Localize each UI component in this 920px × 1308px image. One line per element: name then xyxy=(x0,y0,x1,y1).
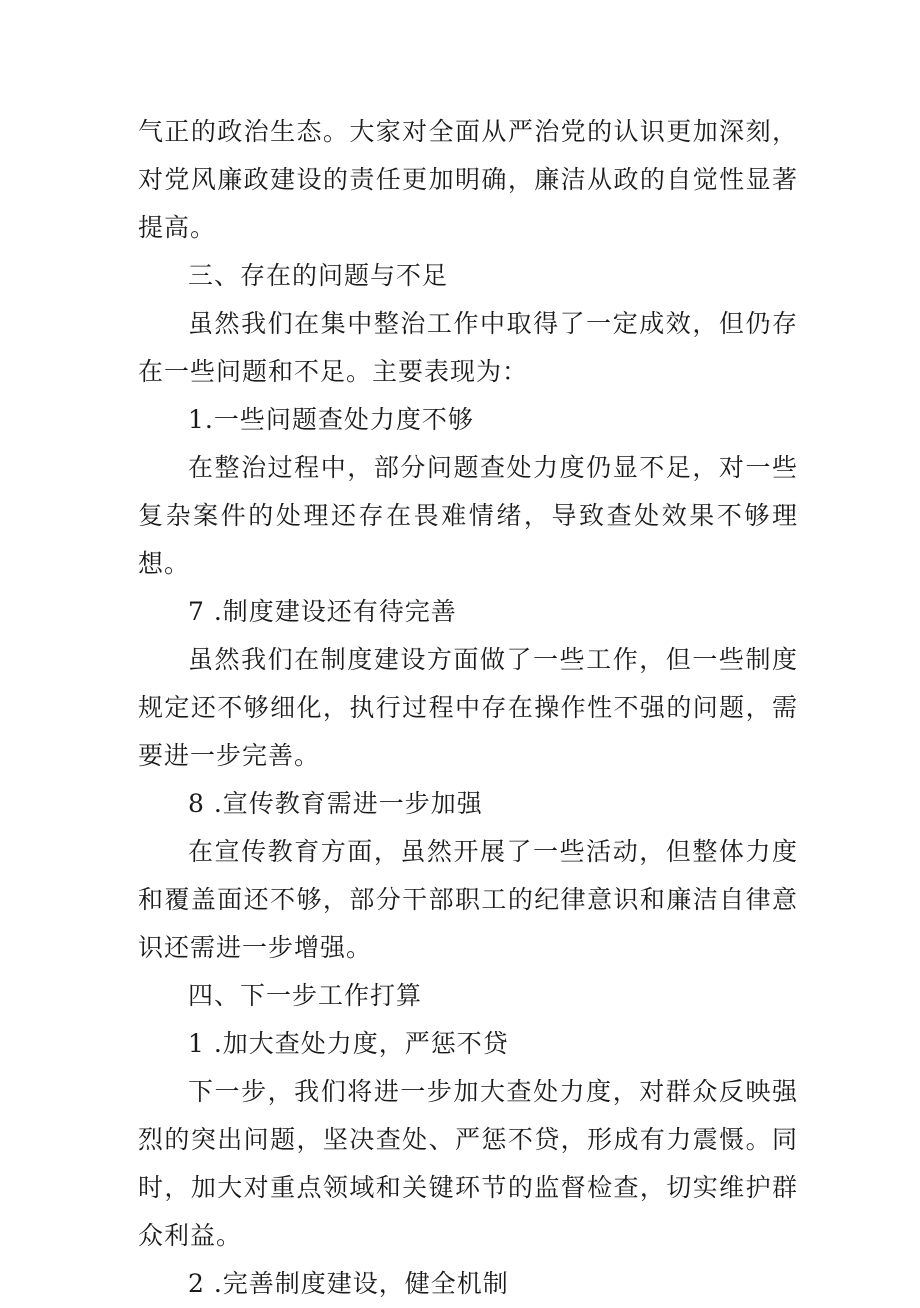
paragraph-system-building: 虽然我们在制度建设方面做了一些工作，但一些制度规定还不够细化，执行过程中存在操作性不强的问题，需要进一步完善。 xyxy=(138,645,798,770)
paragraph-increase-investigation: 下一步，我们将进一步加大查处力度，对群众反映强烈的突出问题，坚决查处、严惩不贷，形成有力震慑。同时，加大对重点领域和关键环节的监督检查，切实维护群众利益。 xyxy=(138,1077,798,1250)
subheading-increase-investigation: 1 .加大查处力度，严惩不贷 xyxy=(188,1029,509,1058)
paragraph-investigation: 在整治过程中，部分问题查处力度仍显不足，对一些复杂案件的处理还存在畏难情绪，导致查处效果不够理想。 xyxy=(138,453,798,578)
subheading-education: 8 .宣传教育需进一步加强 xyxy=(188,789,483,818)
document-body xyxy=(138,108,798,1308)
paragraph-problems-intro: 虽然我们在集中整治工作中取得了一定成效，但仍存在一些问题和不足。主要表现为： xyxy=(138,309,798,386)
subheading-investigation: 1.一些问题查处力度不够 xyxy=(188,405,474,434)
section-heading-problems: 三、存在的问题与不足 xyxy=(188,261,449,290)
paragraph-continuation: 气正的政治生态。大家对全面从严治党的认识更加深刻，对党风廉政建设的责任更加明确，廉洁从政的自觉性显著提高。 xyxy=(138,117,798,242)
paragraph-education: 在宣传教育方面，虽然开展了一些活动，但整体力度和覆盖面还不够，部分干部职工的纪律意识和廉洁自律意识还需进一步增强。 xyxy=(138,837,798,962)
section-heading-next-steps: 四、下一步工作打算 xyxy=(188,981,423,1010)
subheading-system-building: 7 .制度建设还有待完善 xyxy=(188,597,457,626)
subheading-improve-system: 2 .完善制度建设，健全机制 xyxy=(188,1269,509,1298)
